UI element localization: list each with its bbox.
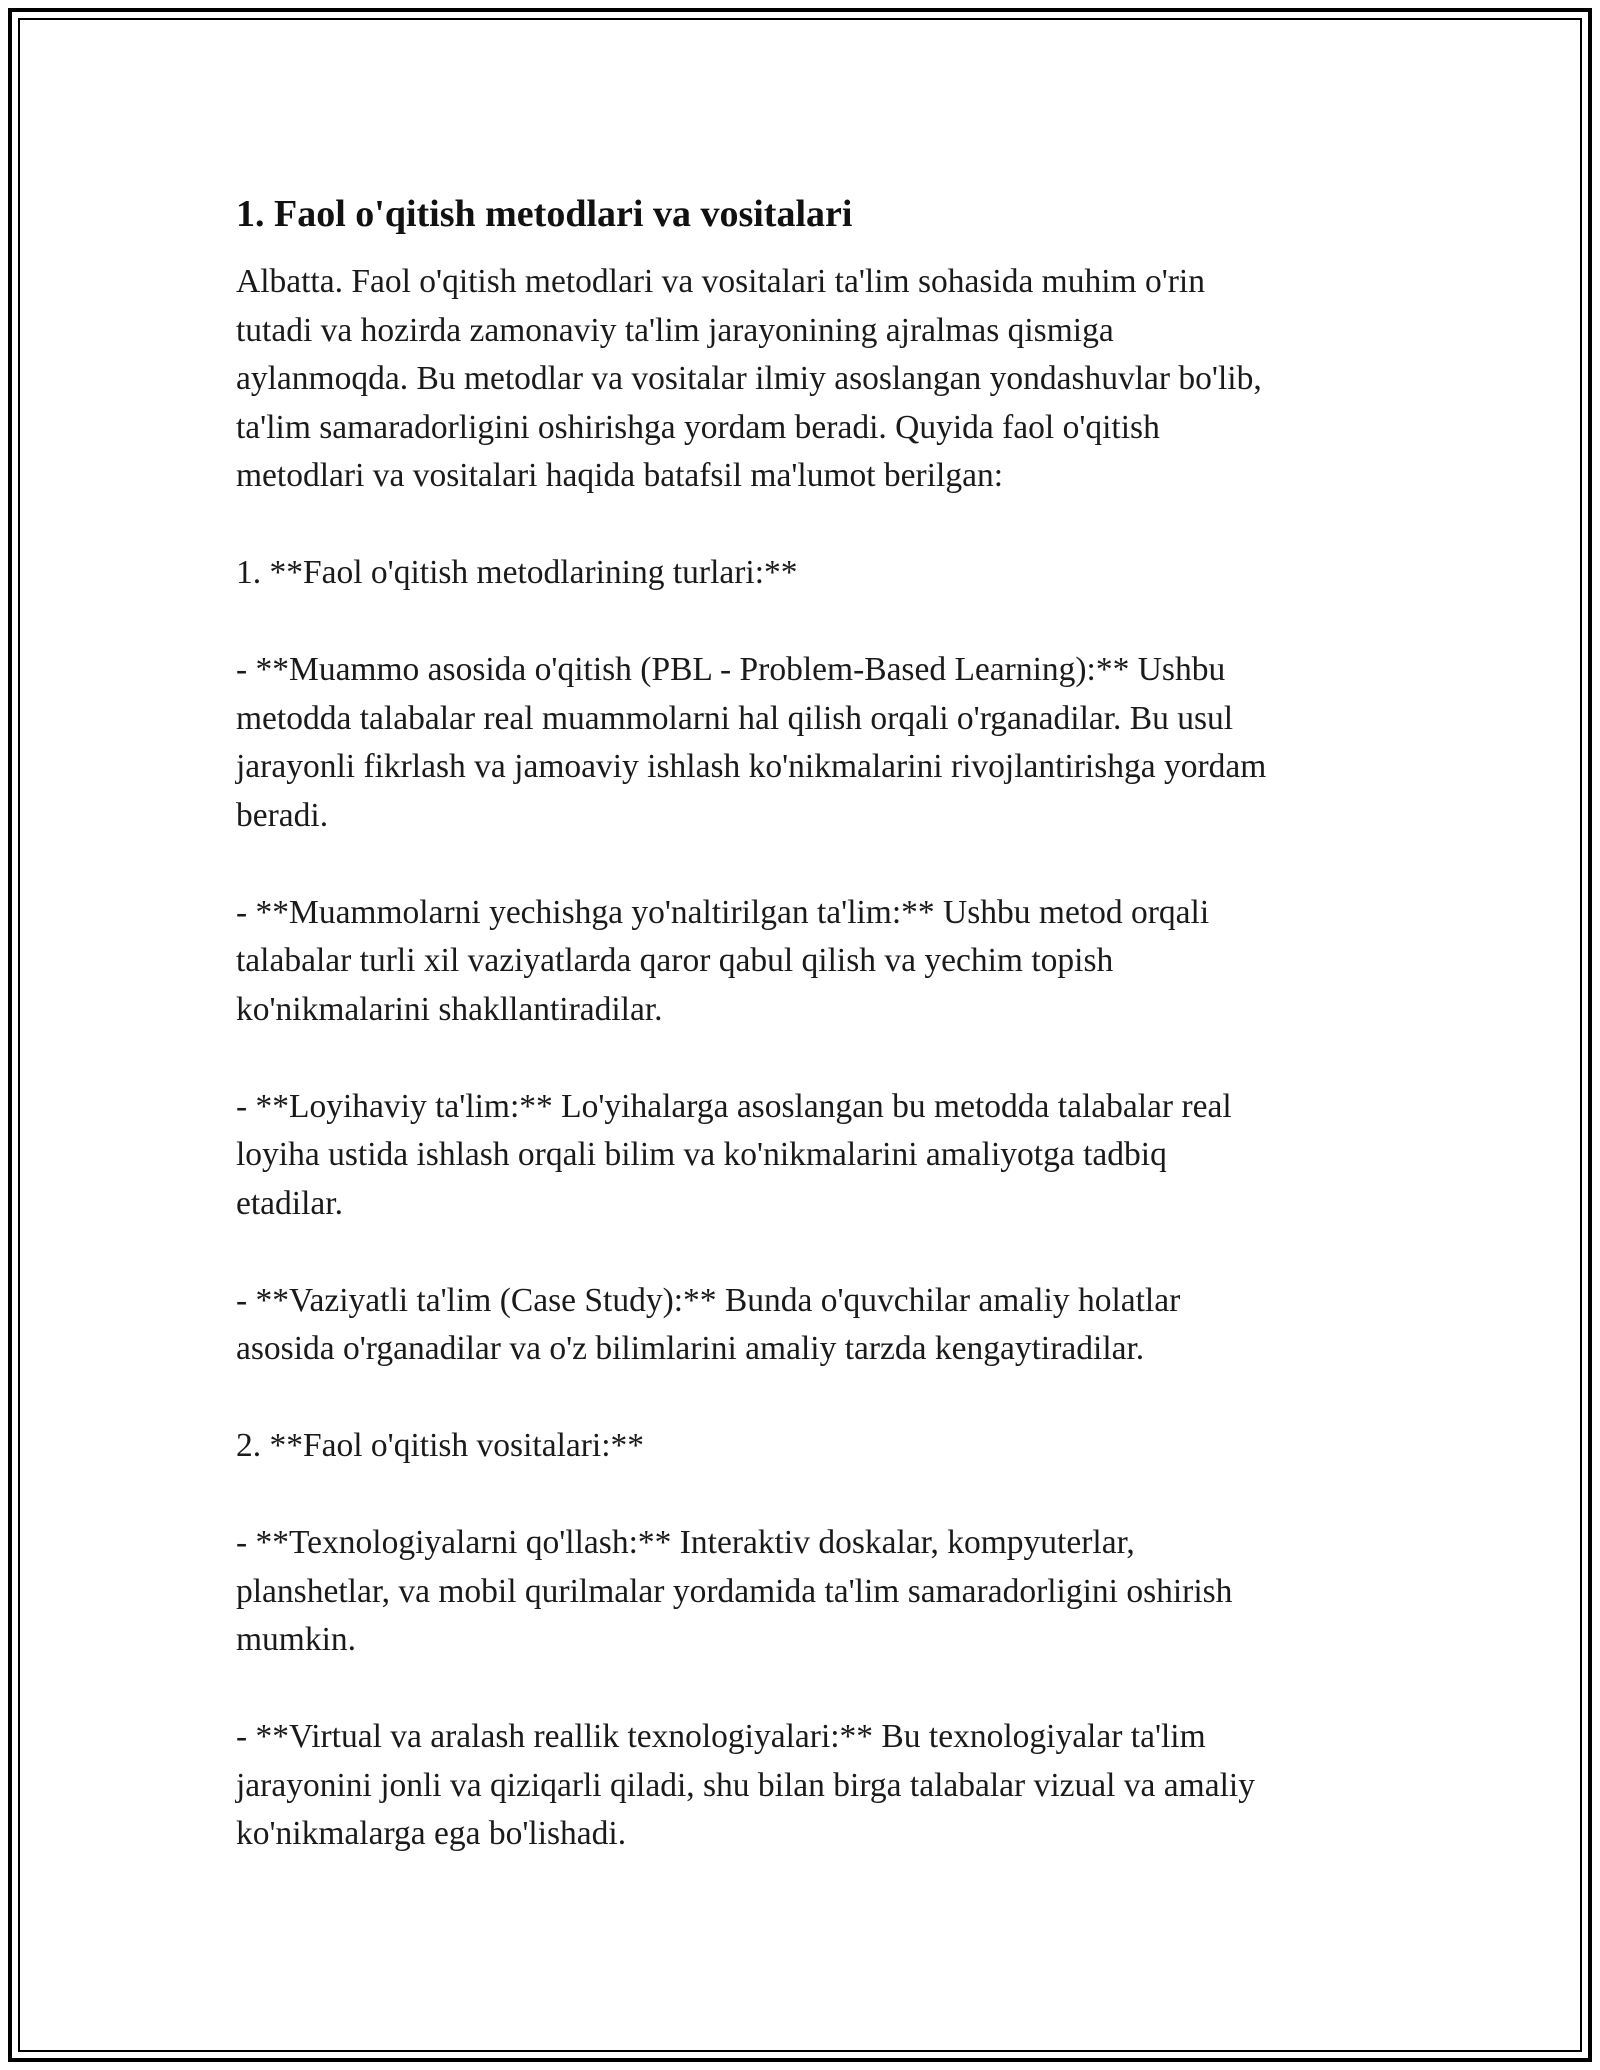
section-heading-methods: 1. **Faol o'qitish metodlarining turlari:**: [236, 554, 798, 591]
list-item-virtual-reality: - **Virtual va aralash reallik texnologiyalari:** Bu texnologiyalar ta'lim jarayonini jonli va qiziqarli qiladi, shu bilan birga talabalar vizual va amaliy ko'nikmalarga ega bo'lishadi.: [236, 1718, 1255, 1852]
page-title: 1. Faol o'qitish metodlari va vositalari: [236, 193, 853, 235]
section-heading-tools: 2. **Faol o'qitish vositalari:**: [236, 1427, 645, 1464]
list-item-case-study: - **Vaziyatli ta'lim (Case Study):** Bunda o'quvchilar amaliy holatlar asosida o'rganadilar va o'z bilimlarini amaliy tarzda kengaytiradilar.: [236, 1281, 1181, 1367]
intro-paragraph: Albatta. Faol o'qitish metodlari va vositalari ta'lim sohasida muhim o'rin tutadi va hozirda zamonaviy ta'lim jarayonining ajralmas qismiga aylanmoqda. Bu metodlar va vositalar ilmiy asoslangan yondashuvlar bo'lib, ta'lim samaradorligini oshirishga yordam beradi. Quyida faol o'qitish metodlari va vositalari haqida batafsil ma'lumot berilgan:: [236, 263, 1262, 494]
document-body: [236, 190, 1376, 1859]
list-item-project-learning: - **Loyihaviy ta'lim:** Lo'yihalarga asoslangan bu metodda talabalar real loyiha ustida ishlash orqali bilim va ko'nikmalarini amaliyotga tadbiq etadilar.: [236, 1087, 1232, 1222]
list-item-problem-solving: - **Muammolarni yechishga yo'naltirilgan ta'lim:** Ushbu metod orqali talabalar turli xil vaziyatlarda qaror qabul qilish va yechim topish ko'nikmalarini shakllantiradilar.: [236, 893, 1210, 1028]
list-item-pbl: - **Muammo asosida o'qitish (PBL - Problem-Based Learning):** Ushbu metodda talabalar real muammolarni hal qilish orqali o'rganadilar. Bu usul jarayonli fikrlash va jamoaviy ishlash ko'nikmalarini rivojlantirishga yordam beradi.: [236, 651, 1267, 834]
list-item-technology: - **Texnologiyalarni qo'llash:** Interaktiv doskalar, kompyuterlar, planshetlar, va mobil qurilmalar yordamida ta'lim samaradorligini oshirish mumkin.: [236, 1524, 1233, 1658]
